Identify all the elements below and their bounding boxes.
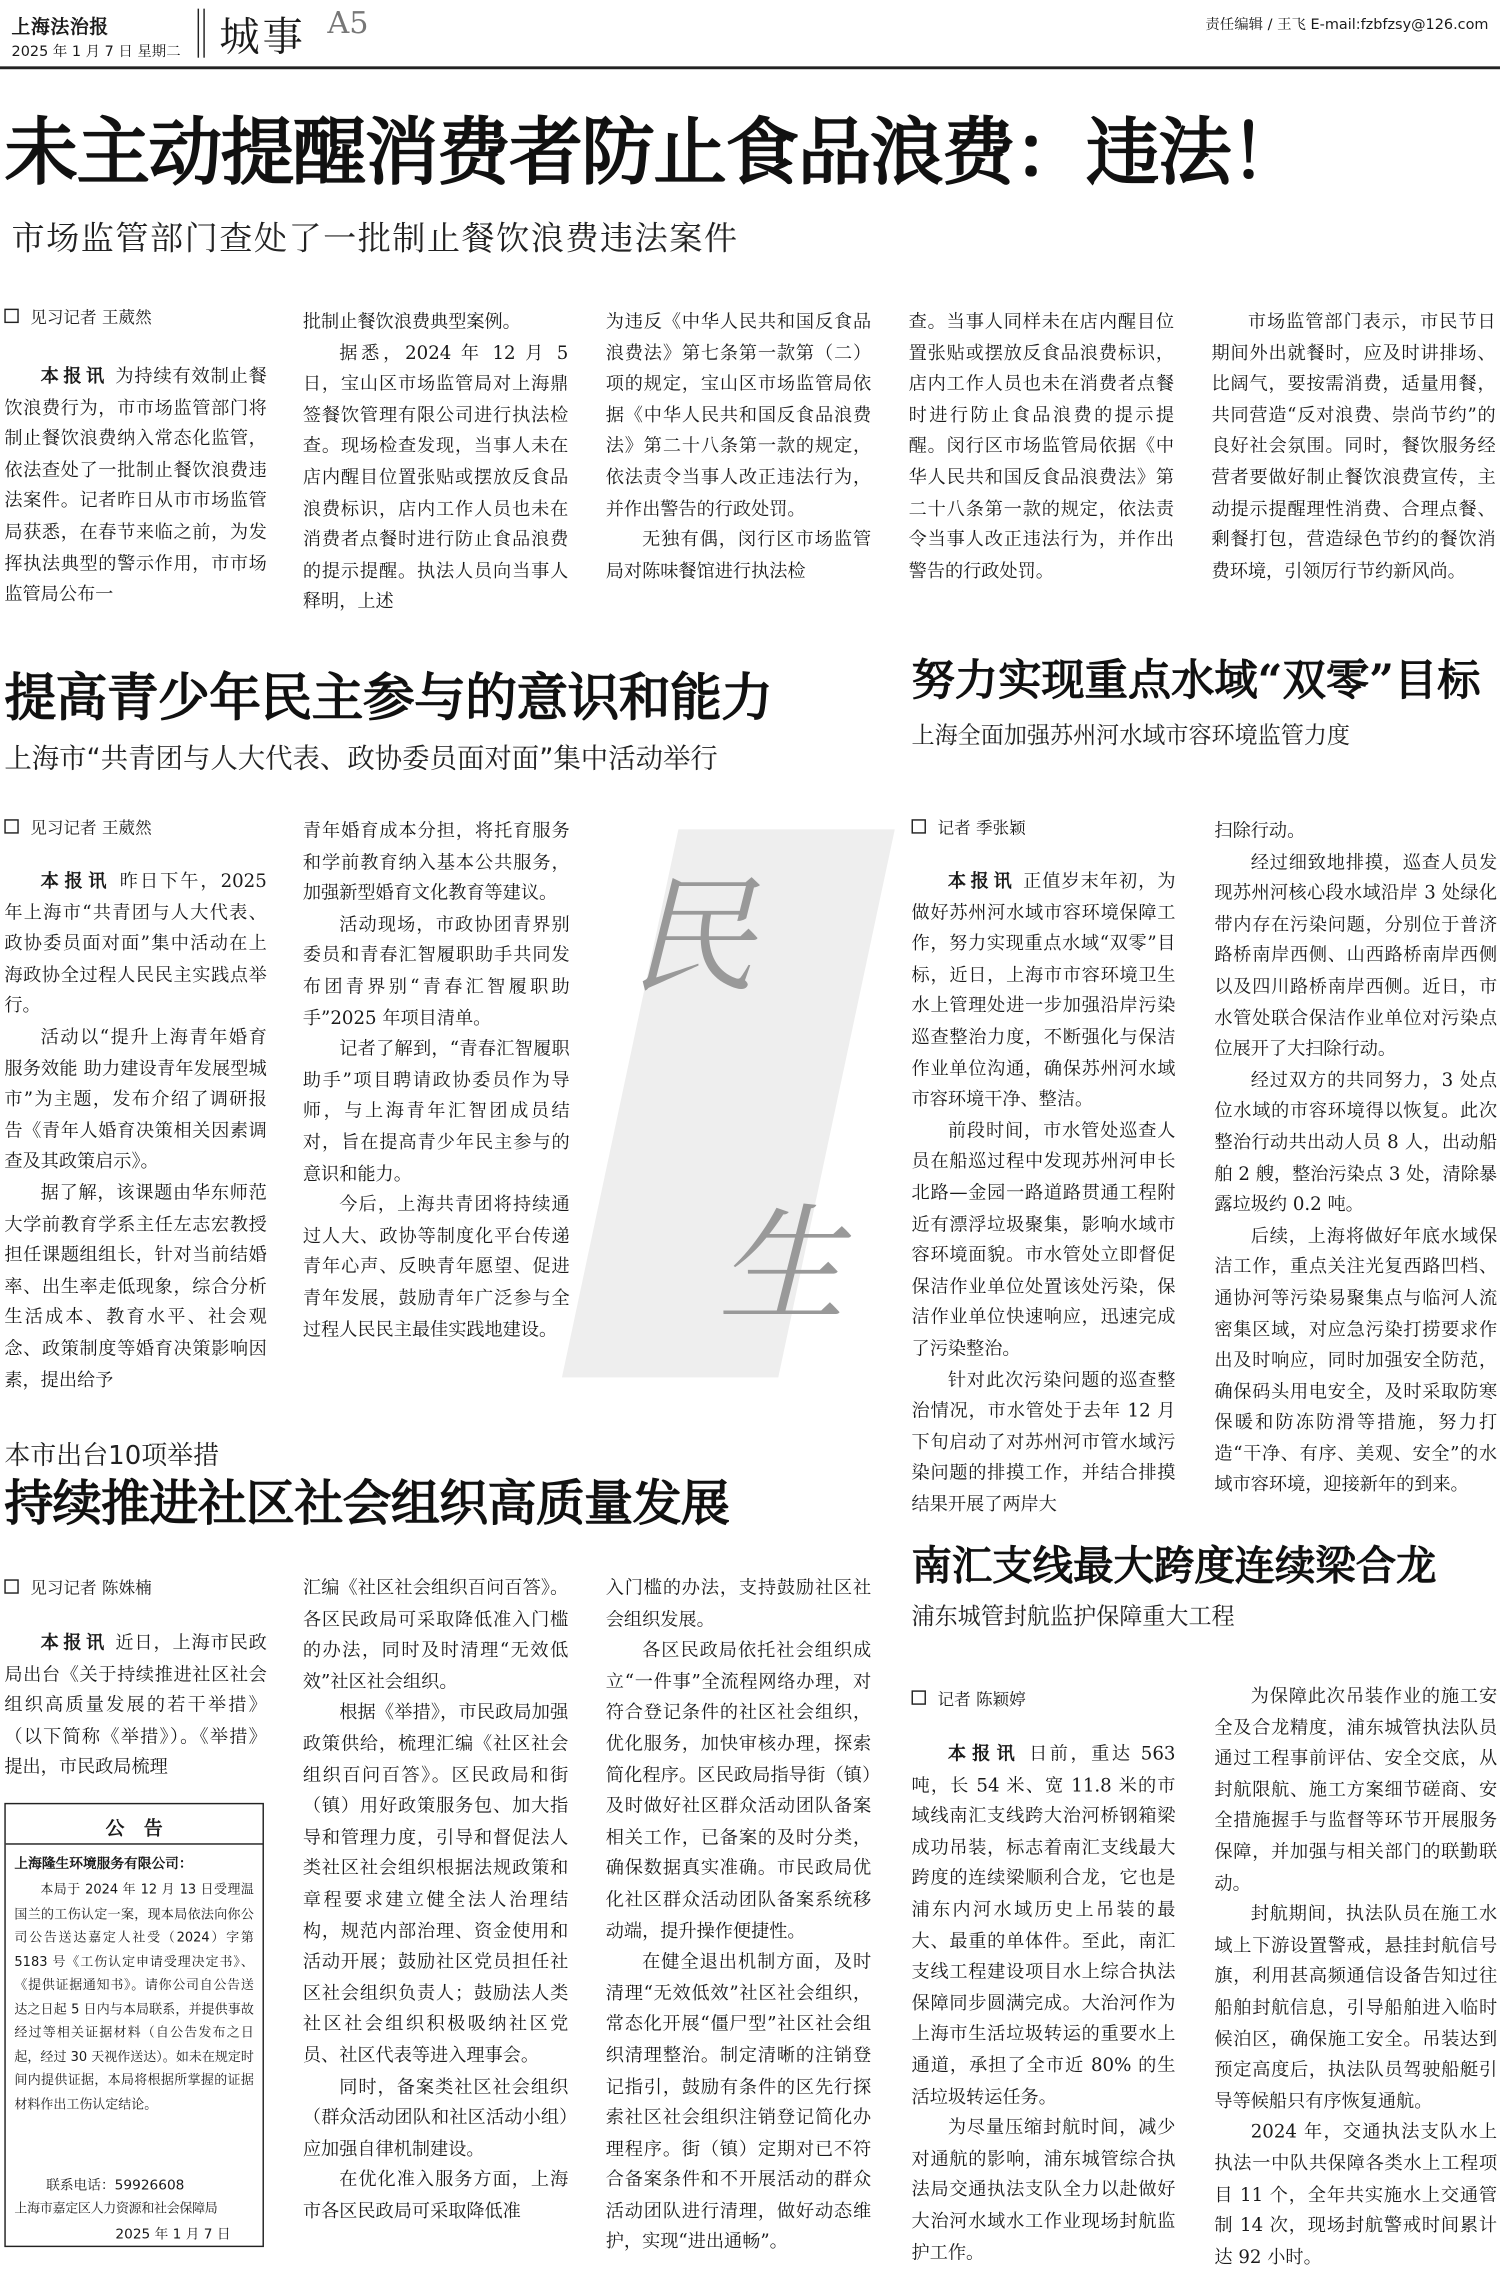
paragraph: 同时，备案类社区社会组织（群众活动团队和社区活动小组）应加强自律机制建设。 [302, 2074, 569, 2159]
byline-text: 见习记者 王葳然 [30, 307, 152, 328]
paragraph: 近日，上海市民政局出台《关于持续推进社区社会组织高质量发展的若干举措》（以下简称《举措》）。《举措》提出，市民政局梳理 [4, 1631, 267, 1778]
paragraph: 今后，上海共青团将持续通过人大、政协等制度化平台传递青年心声、反映青年愿望、促进青年发展，鼓励青年广泛参与全过程人民民主最佳实践地建设。 [302, 1192, 570, 1340]
article-column [302, 306, 569, 613]
article-column [303, 1572, 568, 2247]
paragraph: 入门槛的办法，支持鼓励社区社会组织发展。 [605, 1576, 872, 1630]
lead-tag: 本报讯 [40, 869, 113, 892]
paragraph: 封航期间，执法队员在施工水域上下游设置警戒，悬挂封航信号旗，利用甚高频通信设备告知过往船舶封航信息，引导船舶进入临时候泊区，确保施工安全。吊装达到预定高度后，执法队员驾驶船艇引导等候船只有序恢复通航。 [1214, 1902, 1498, 2112]
article-column [1214, 815, 1497, 1493]
paragraph: 正值岁末年初，为做好苏州河水域市容环境保障工作，努力实现重点水域“双零”目标，近日，上海市市容环境卫生水上管理处进一步加强沿岸污染巡查整治力度，不断强化与保洁作业单位沟通，确保苏州河水域市容环境干净、整洁。 [911, 869, 1176, 1110]
byline-box-icon [912, 819, 926, 833]
paragraph: 昨日下午，2025 年上海市“共青团与人大代表、政协委员面对面”集中活动在上海政协全过程人民民主实践点举行。 [4, 869, 267, 1016]
article-byline [912, 812, 1026, 844]
article-column [911, 865, 1176, 1515]
paragraph: 为保障此次吊装作业的施工安全及合龙精度，浦东城管执法队员通过工程事前评估、安全交底，从封航限航、施工方案细节磋商、安全措施握手与监督等环节开展服务保障，并加强与相关部门的联勤联动。 [1214, 1684, 1498, 1894]
article-headline: 未主动提醒消费者防止食品浪费：违法！ [4, 109, 1303, 197]
notice-body: 本局于 2024 年 12 月 13 日受理温国兰的工伤认定一案，现本局依法向你公司公告送达嘉定人社受（2024）字第 5183 号《工伤认定申请受理决定书》、《提供证据通知书》。请你公司自公告送达之日起 5 日内与本局联系，并提供事故经过等相关证据材料（自公告发布之日起，经过 30 天视作送达）。如未在规定时间内提供证据，本局将根据所掌握的证据材料作出工伤认定结论。 [14, 1883, 254, 2113]
byline-text: 记者 季张颖 [937, 817, 1026, 838]
article-byline [4, 301, 151, 333]
article-column [4, 1627, 266, 1786]
article-column [303, 815, 570, 1392]
article-byline [912, 1683, 1026, 1715]
paragraph: 为持续有效制止餐饮浪费行为，市市场监管部门将制止餐饮浪费纳入常态化监管，依法查处了一批制止餐饮浪费违法案件。记者昨日从市市场监管局获悉，在春节来临之前，为发挥执法典型的警示作用，市市场监管局公布一 [4, 364, 267, 605]
article-headline: 南汇支线最大跨度连续梁合龙 [911, 1541, 1437, 1590]
article-subheadline: 浦东城管封航监护保障重大工程 [911, 1602, 1235, 1630]
paragraph: 在健全退出机制方面，及时清理“无效低效”社区社会组织，常态化开展“僵尸型”社区社会组织清理整治。制定清晰的注销登记指引，鼓励有条件的区先行探索社区社会组织注销登记简化办理程序。街（镇）定期对已不符合备案条件和不开展活动的群众活动团队进行清理，做好动态维护，实现“进出通畅”。 [605, 1950, 872, 2253]
paragraph: 据悉，2024 年 12 月 5 日，宝山区市场监管局对上海鼎签餐饮管理有限公司进行执法检查。现场检查发现，当事人未在店内醒目位置张贴或摆放反食品浪费标识，店内工作人员也未在消费者点餐时进行防止食品浪费的提示提醒。执法人员向当事人释明，上述 [302, 341, 569, 613]
paragraph: 后续，上海将做好年底水域保洁工作，重点关注光复西路凹档、通协河等污染易聚集点与临河人流密集区域，对应急污染打捞要求作出及时响应，同时加强安全防范，确保码头用电安全，及时采取防寒保暖和防冻防滑等措施，努力打造“干净、有序、美观、安全”的水域市容环境，迎接新年的到来。 [1214, 1224, 1498, 1495]
watermark-text: 民 [628, 862, 756, 1012]
paragraph: 在优化准入服务方面，上海市各区民政局可采取降低准 [302, 2168, 569, 2221]
page-number: A5 [327, 5, 369, 41]
issue-date: 2025 年 1 月 7 日 星期二 [11, 44, 181, 61]
paragraph: 记者了解到，“青春汇智履职助手”项目聘请政协委员作为导师，与上海青年汇智团成员结对，旨在提高青少年民主参与的意识和能力。 [302, 1037, 570, 1184]
paragraph: 活动现场，市政协团青界别委员和青春汇智履职助手共同发布团青界别“青春汇智履职助手”2025 年项目清单。 [302, 912, 570, 1028]
article-column [909, 306, 1174, 594]
paper-logo: 上海法治报 [11, 17, 109, 39]
paragraph: 汇编《社区社会组织百问百答》。各区民政局可采取降低准入门槛的办法，同时及时清理“无效低效”社区社会组织。 [302, 1576, 569, 1692]
article-column [4, 361, 266, 621]
paragraph: 活动以“提升上海青年婚育服务效能 助力建设青年发展型城市”为主题，发布介绍了调研报告《青年人婚育决策相关因素调查及其政策启示》。 [4, 1025, 267, 1172]
section-name: 城事 [219, 12, 306, 61]
paragraph: 各区民政局依托社会组织成立“一件事”全流程网络办理，对符合登记条件的社区社会组织，优化服务，加快审核办理，探索简化程序。区民政局指导街（镇）及时做好社区群众活动团队备案相关工作，已备案的及时分类，确保数据真实准确。市民政局优化社区群众活动团队备案系统移动端，提升操作便捷性。 [605, 1638, 872, 1941]
paragraph: 扫除行动。 [1214, 819, 1306, 841]
byline-text: 见习记者 陈姝楠 [30, 1577, 152, 1599]
article-column [911, 1738, 1176, 2263]
article-subheadline: 上海全面加强苏州河水域市容环境监管力度 [911, 721, 1351, 749]
editor-credit: 责任编辑 / 王飞 E-mail:fzbfzsy@126.com [1205, 17, 1489, 34]
article-column [606, 306, 871, 594]
lead-tag: 本报讯 [40, 364, 109, 387]
paragraph: 青年婚育成本分担，将托育服务和学前教育纳入基本公共服务，加强新型婚育文化教育等建议。 [302, 819, 570, 904]
article-subheadline: 市场监管部门查处了一批制止餐饮浪费违法案件 [11, 220, 739, 259]
paragraph: 2024 年，交通执法支队水上执法一中队共保障各类水上工程项目 11 个，全年共实施水上交通管制 14 次，现场封航警戒时间累计达 92 小时。 [1214, 2120, 1498, 2267]
article-column [1214, 1680, 1498, 2267]
paragraph: 为违反《中华人民共和国反食品浪费法》第七条第一款第（二）项的规定，宝山区市场监管局依据《中华人民共和国反食品浪费法》第二十八条第一款的规定，依法责令当事人改正违法行为，并作出警告的行政处罚。 [605, 310, 872, 519]
paragraph: 批制止餐饮浪费典型案例。 [302, 310, 521, 332]
paragraph: 经过细致地排摸，巡查人员发现苏州河核心段水域沿岸 3 处绿化带内存在污染问题，分别位于普济路桥南岸西侧、山西路桥南岸西侧以及四川路桥南岸西侧。近日，市水管处联合保洁作业单位对污染点位展开了大扫除行动。 [1214, 850, 1498, 1059]
notice-date: 2025 年 1 月 7 日 [115, 2226, 231, 2243]
article-subheadline: 上海市“共青团与人大代表、政协委员面对面”集中活动举行 [4, 742, 718, 775]
byline-text: 见习记者 王葳然 [30, 817, 152, 838]
byline-box-icon [4, 1579, 18, 1593]
byline-box-icon [4, 819, 18, 833]
masthead-divider [198, 9, 199, 58]
lead-tag: 本报讯 [40, 1631, 109, 1653]
article-column [1212, 306, 1496, 594]
notice-issuer: 上海市嘉定区人力资源和社会保障局 [14, 2202, 218, 2217]
masthead-rule [0, 66, 1500, 69]
paragraph: 前段时间，市水管处巡查人员在船巡过程中发现苏州河申长北路—金园一路道路贯通工程附近有漂浮垃圾聚集，影响水域市容环境面貌。市水管处立即督促保洁作业单位处置该处污染，保洁作业单位快速响应，迅速完成了污染整治。 [911, 1118, 1176, 1359]
masthead-divider [203, 9, 204, 58]
article-column [605, 1572, 872, 2253]
paragraph: 据了解，该课题由华东师范大学前教育学系主任左志宏教授担任课题组组长，针对当前结婚率、出生率走低现象，综合分析生活成本、教育水平、社会观念、政策制度等婚育决策影响因素，提出给予 [4, 1181, 267, 1390]
lead-tag: 本报讯 [947, 1742, 1021, 1764]
article-byline [4, 1572, 151, 1604]
paragraph: 市场监管部门表示，市民节日期间外出就餐时，应及时讲排场、比阔气，要按需消费，适量用餐，共同营造“反对浪费、崇尚节约”的良好社会氛围。同时，餐饮服务经营者要做好制止餐饮浪费宣传，主动提示提醒理性消费、合理点餐、剩餐打包，营造绿色节约的餐饮消费环境，引领厉行节约新风尚。 [1211, 310, 1496, 581]
byline-box-icon [912, 1690, 926, 1704]
watermark-text: 生 [718, 1191, 846, 1340]
paragraph: 针对此次污染问题的巡查整治情况，市水管处于去年 12 月下旬启动了对苏州河市管水域污染问题的排摸工作，并结合排摸结果开展了两岸大 [911, 1368, 1176, 1515]
notice-box [4, 1803, 264, 2247]
lead-tag: 本报讯 [947, 869, 1017, 892]
article-headline: 努力实现重点水域“双零”目标 [911, 656, 1481, 707]
notice-title: 公 告 [105, 1818, 163, 1841]
article-kicker: 本市出台10项举措 [4, 1440, 220, 1472]
article-column [4, 865, 267, 1390]
byline-text: 记者 陈颖婷 [937, 1688, 1026, 1710]
paragraph: 为尽量压缩封航时间，减少对通航的影响，浦东城管综合执法局交通执法支队全力以赴做好大治河水域水工作业现场封航监护工作。 [911, 2116, 1176, 2263]
paragraph: 经过双方的共同努力，3 处点位水域的市容环境得以恢复。此次整治行动共出动人员 8 人，出动船舶 2 艘，整治污染点 3 处，清除暴露垃圾约 0.2 吨。 [1214, 1068, 1498, 1215]
article-byline [4, 812, 151, 844]
notice-phone: 联系电话：59926608 [46, 2177, 185, 2194]
paragraph: 根据《举措》，市民政局加强政策供给，梳理汇编《社区社会组织百问百答》。区民政局和街（镇）用好政策服务包、加大指导和管理力度，引导和督促法人类社区社会组织根据法规政策和章程要求建立健全法人治理结构，规范内部治理、资金使用和活动开展；鼓励社区党员担任社区社会组织负责人；鼓励法人类社区社会组织积极吸纳社区党员、社区代表等进入理事会。 [302, 1701, 569, 2066]
byline-box-icon [4, 309, 18, 323]
article-headline: 提高青少年民主参与的意识和能力 [4, 667, 773, 729]
notice-recipient: 上海隆生环境服务有限公司： [14, 1856, 193, 1873]
paragraph: 查。当事人同样未在店内醒目位置张贴或摆放反食品浪费标识，店内工作人员也未在消费者点餐时进行防止食品浪费的提示提醒。闵行区市场监管局依据《中华人民共和国反食品浪费法》第二十八条第一款的规定，依法责令当事人改正违法行为，并作出警告的行政处罚。 [908, 310, 1175, 581]
paragraph: 无独有偶，闵行区市场监管局对陈味餐馆进行执法检 [605, 528, 872, 581]
notice-rule [6, 1843, 263, 1844]
paragraph: 日前，重达 563 吨，长 54 米、宽 11.8 米的市域线南汇支线跨大治河桥钢箱梁成功吊装，标志着南汇支线最大跨度的连续梁顺利合龙，它也是浦东内河水域历史上吊装的最大、最重的单体件。至此，南汇支线工程建设项目水上综合执法保障同步圆满完成。大治河作为上海市生活垃圾转运的重要水上通道，承担了全市近 80% 的生活垃圾转运任务。 [911, 1742, 1176, 2107]
article-headline: 持续推进社区社会组织高质量发展 [4, 1475, 730, 1534]
